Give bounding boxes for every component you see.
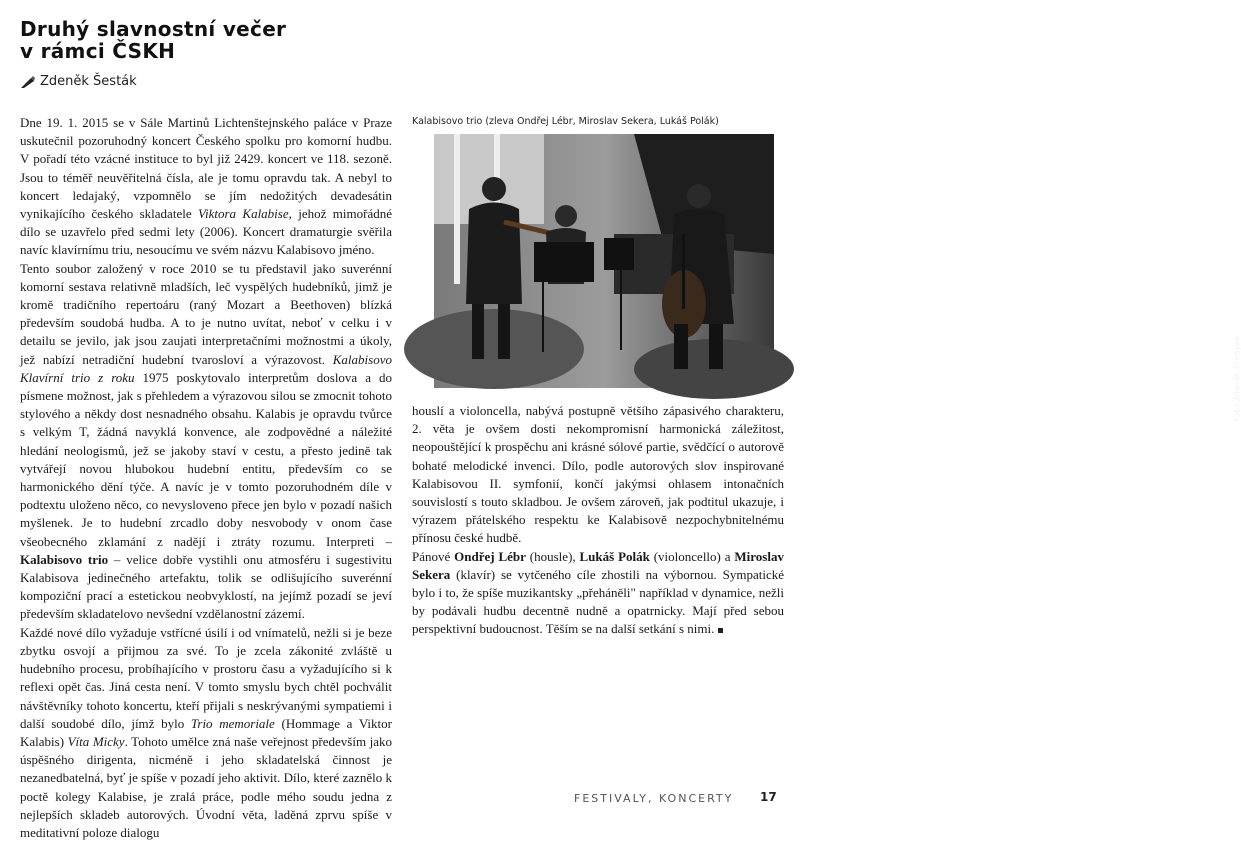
photo-caption: Kalabisovo trio (zleva Ondřej Lébr, Miroslav Sekera, Lukáš Polák) [412, 116, 719, 127]
end-of-article-mark [718, 628, 723, 633]
ensemble-name: Kalabisovo trio [20, 551, 109, 567]
author-name: Zdeněk Šesták [40, 74, 137, 89]
article-title [20, 18, 400, 62]
paragraph: Pánové Ondřej Lébr (housle), Lukáš Polák (violoncello) a Miroslav Sekera (klavír) se vytčeného cíle zhostili na výbornou. Sympatické bylo i to, že spíše muzikantsky „přeháněli" například v dynamice, nežli by podávali hudbu decentně nudně a opatrnicky. Mají před sebou perspektivní budoucnost. Těším se na další setkání s nimi. [412, 548, 784, 637]
paragraph: Každé nové dílo vyžaduje vstřícné úsilí i od vnímatelů, nežli si je beze zbytku osvojí a přijmou za své. To je zcela zákonité zvláště u hudebního procesu, probíhajícího v prostoru času a vyžadujícího si k reflexi opět čas. Jiná cesta není. V tomto smyslu bych chtěl pochválit návštěvníky tohoto koncertu, kteří přijali s neskrývanými sympatiemi i další soudobé dílo, jímž bylo Trio memoriale (Hommage a Viktor Kalabis) Víta Micky. Tohoto umělce zná naše veřejnost především jako úspěšného dirigenta, nicméně i jeho skladatelská činnost je nezanedbatelná, byť je spíše v pozadí jeho aktivit. Dílo, které zaznělo k poctě kolegy Kalabise, je zralá práce, podle mého soudu jedna z nejlepších skladeb autorových. Úvodní věta, laděná zprvu spíše v meditativní poloze dialogu [20, 624, 393, 840]
pen-icon [20, 75, 36, 89]
title-line-2: v rámci ČSKH [20, 39, 176, 63]
composer-name: Víta Micky [67, 733, 125, 749]
paragraph: houslí a violoncella, nabývá postupně většího zápasivého charakteru, 2. věta je ovšem dosti nekompromisní harmonická záležitost, neopouštějící k prospěchu ani krásné sólové partie, svědčící o autorově bohaté melodické invenci. Dílo, podle autorových slov inspirované Kalabisovou II. symfonií, končí jakýmsi ohlasem intonačních souvislostí s touto skladbou. Je ovšem zároveň, jak podtitul ukazuje, i výrazem přátelského respektu ke Kalabisově nezpochybnitelnému přínosu české hudbě. [412, 403, 784, 546]
page-number: 17 [760, 790, 777, 804]
work-title: Trio memoriale [190, 715, 275, 731]
byline [20, 74, 137, 89]
trio-photo [434, 134, 1241, 422]
musician-name: Lukáš Polák [579, 548, 650, 564]
work-title: Kalabisovo Klavírní trio z roku [20, 351, 392, 385]
paragraph: Dne 19. 1. 2015 se v Sále Martinů Lichtenštejnského paláce v Praze uskutečnil pozoruhodný koncert Českého spolku pro komorní hudbu. V pořadí této vzácné instituce to byl již 2429. koncert ve 118. sezoně. Jsou to téměř neuvěřitelná čísla, ale je tomu opravdu tak. A nebyl to koncert ledajaký, vzpomnělo se jím nedožitých devadesátin vynikajícího českého skladatele Viktora Kalabise, jehož mimořádné dílo se uzavřelo před sedmi lety (2006). Koncert dramaturgie svěřila navíc klavírnímu triu, nesoucímu ve svém názvu Kalabisovo jméno. [20, 115, 392, 258]
musician-name: Miroslav Sekera [412, 548, 784, 582]
photo-credit: Foto Zdeněk Chrapek [1232, 335, 1241, 422]
musician-name: Ondřej Lébr [454, 548, 526, 564]
section-label: FESTIVALY, KONCERTY [574, 792, 734, 805]
paragraph: Tento soubor založený v roce 2010 se tu představil jako suverénní komorní sestava relativně mladších, leč vyspělých hudebníků, jimž je kromě tradičního repertoáru (raný Mozart a Beethoven) blízká především soudobá hudba. A to je nutno uvítat, neboť v celku i v detailu se jevilo, jak jsou zaujati interpretačními možnostmi a úkoly, jež nabízí netradiční hudební tvarosloví a výrazovost. Kalabisovo Klavírní trio z roku 1975 poskytovalo interpretům doslova a do písmene možnost, jak s přehledem a výrazovou silou se zmocnit tohoto stylového a někdy dost nesnadného obsahu. Kalabis je opravdu tvůrce s velkým T, žádná navyklá konvence, ale zodpovědné a náležité hledání neologismů, jež se jakoby staví v cestu, a přesto jedině tak vytvářejí novou hlubokou hudební entitu, především co se harmonického dění týče. A navíc je v tomto pozoruhodném díle v podtextu uloženo něco, co nevysloveno přece jen bylo v pozadí našich myšlenek. Je to hudební zrcadlo doby nesvobody v onom čase všeobecného zklamání z nadějí i ztráty rozumu. Interpreti – Kalabisovo trio – velice dobře vystihli onu atmosféru i sugestivitu Kalabisova jedinečného artefaktu, tolik se odlišujícího suverénní kompoziční prací a estetickou neobvyklostí, na jejímž pozadí se jeví především skladatelovo nevšední vzdělanostní zázemí. [20, 260, 392, 622]
title-line-1: Druhý slavnostní večer [20, 17, 287, 41]
composer-name: Viktora Kalabise [197, 206, 289, 222]
article-column-right [412, 402, 784, 639]
article-column-left [20, 114, 392, 842]
